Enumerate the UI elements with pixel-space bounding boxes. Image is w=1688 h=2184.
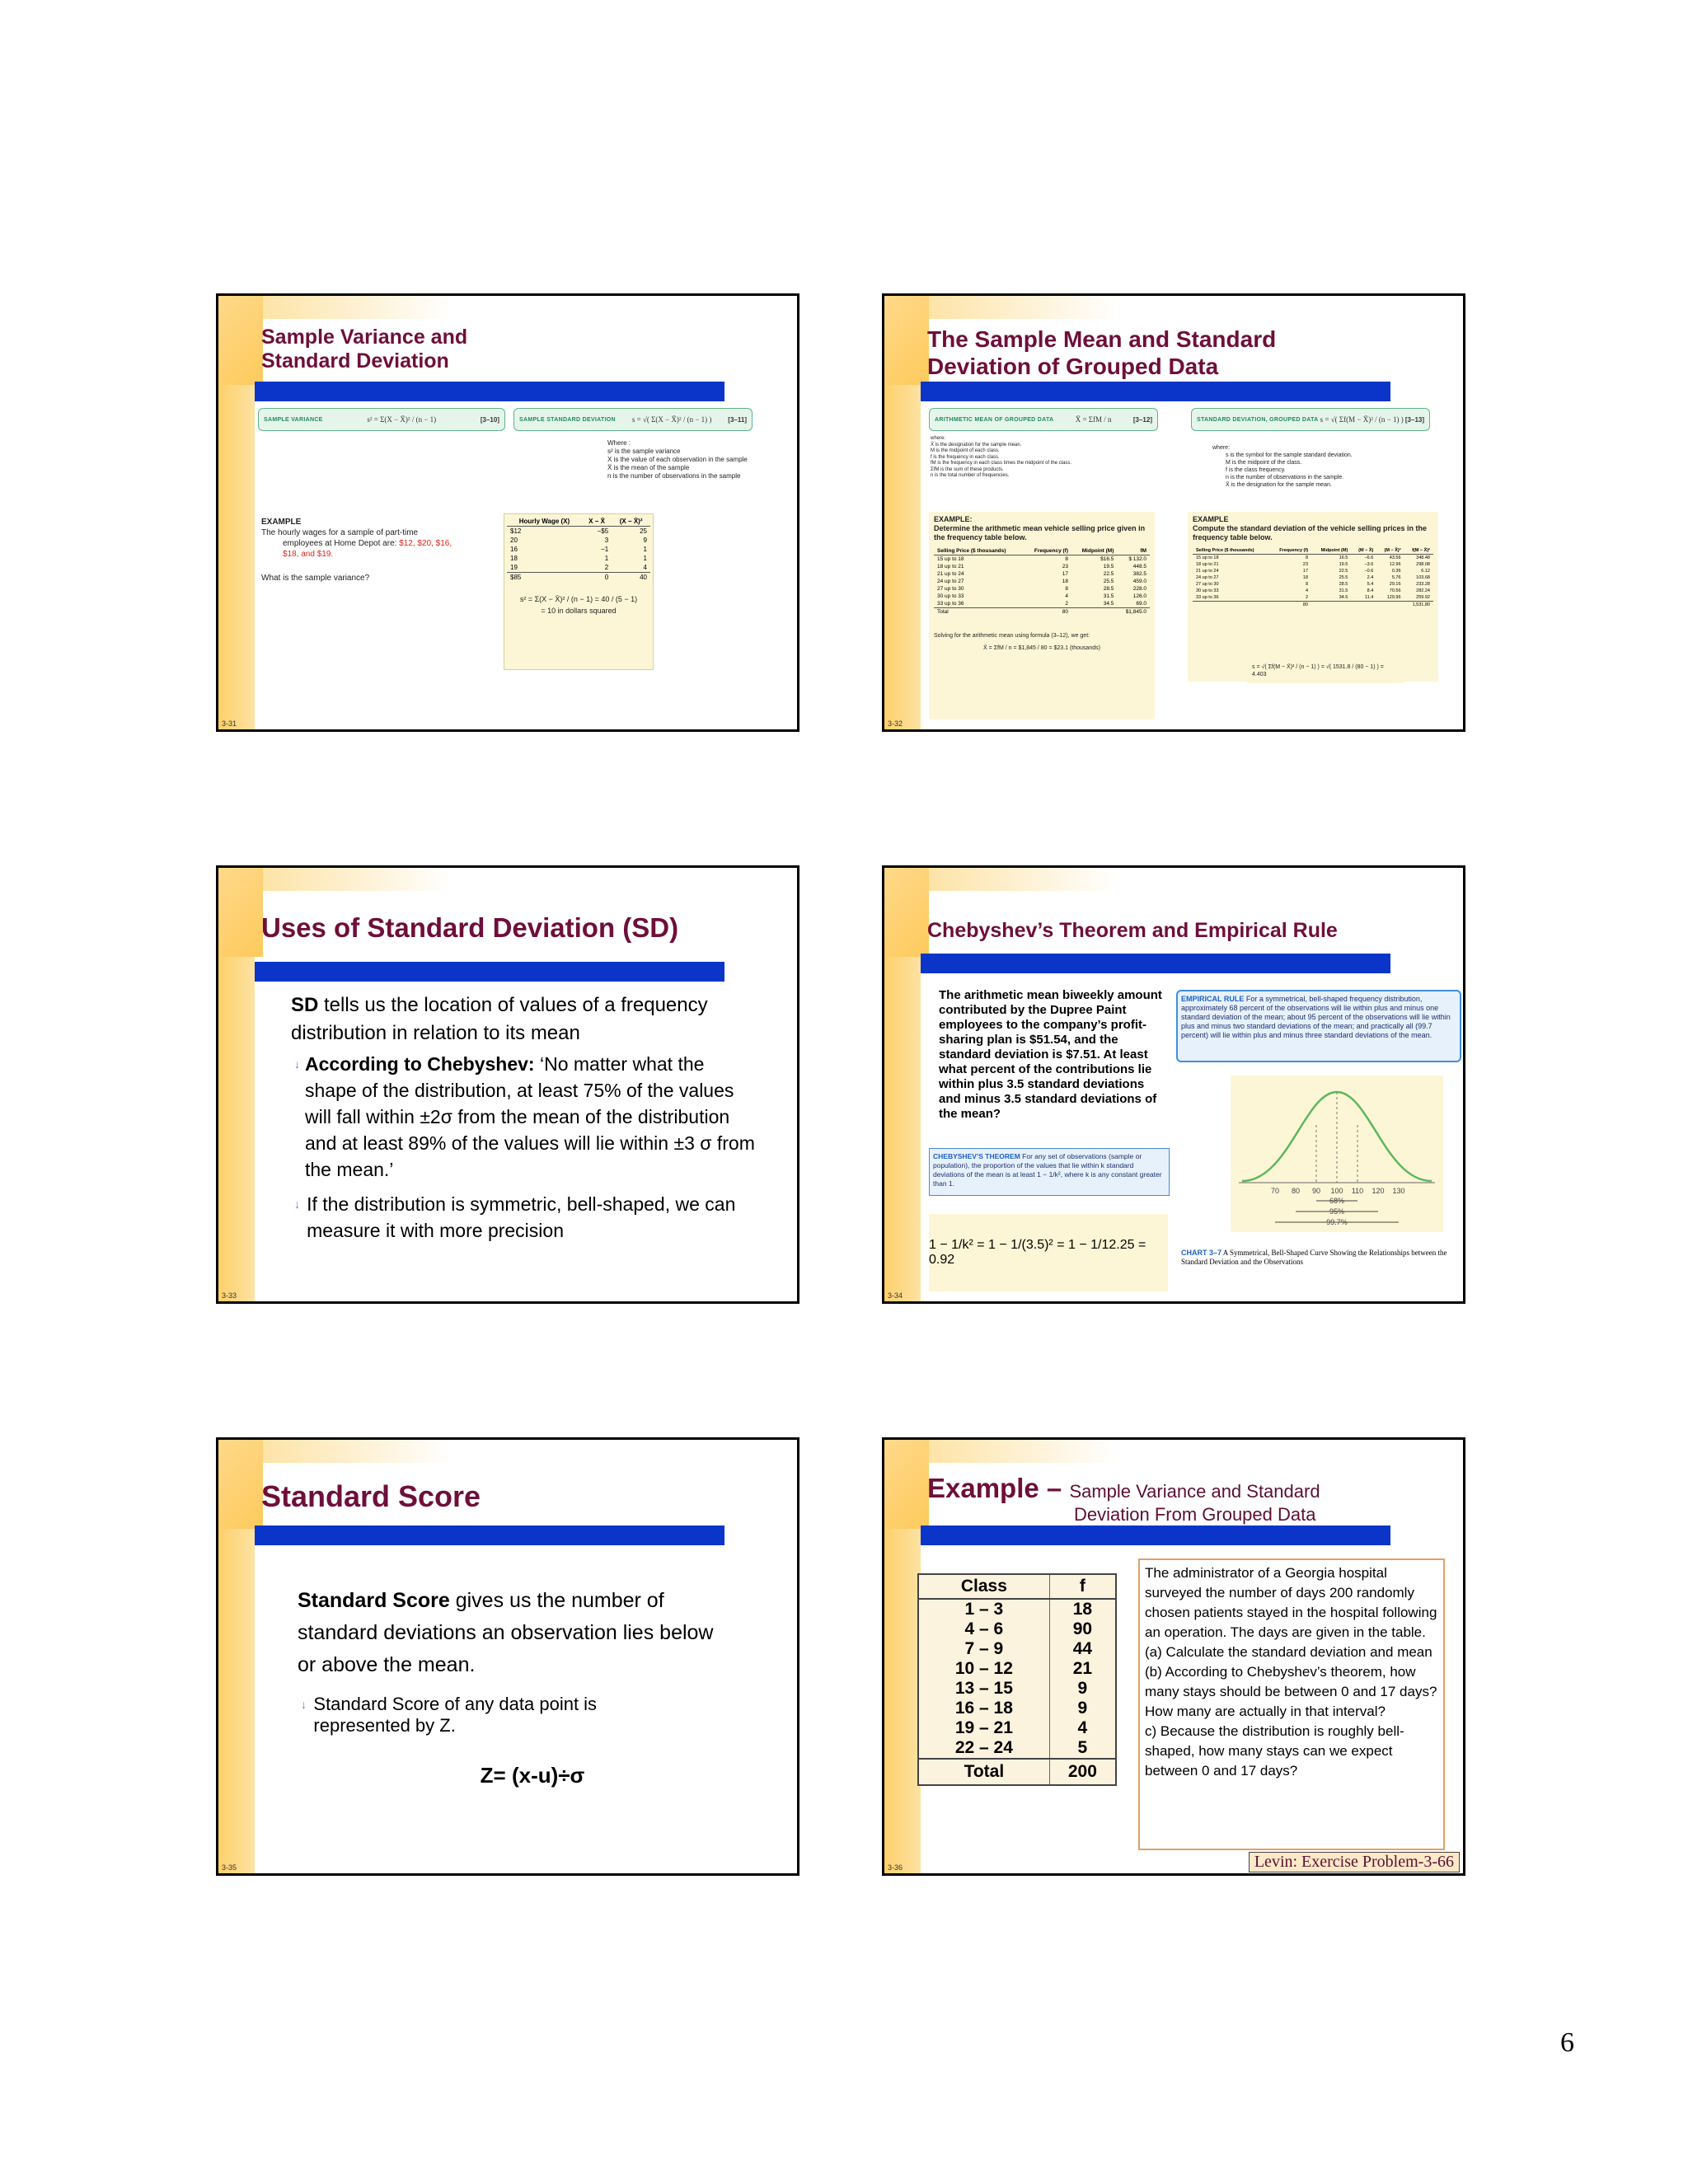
axis-tick-label: 120	[1372, 1187, 1385, 1195]
slide-title: The Sample Mean and Standard Deviation of Grouped Data	[927, 326, 1277, 379]
arrow-bullet-icon: ↓	[294, 1197, 300, 1211]
page-number: 6	[1560, 2027, 1574, 2058]
table-row: 24 up to 27 18 25.5 459.0	[937, 579, 1146, 584]
source-citation: Levin: Exercise Problem-3-66	[1249, 1852, 1460, 1872]
table-row: 27 up to 30 8 28.5 228.0	[937, 586, 1146, 592]
table-row: 24 up to 27 18 25.5 2.4 5.76 103.68	[1196, 575, 1430, 580]
grouped-mean-example: EXAMPLE: Determine the arithmetic mean vehicle selling price given in the frequency table below. Selling Price ($ thousands) Frequency (f) Midpoint (M) fM 15 up to 18 8 $16.5 $ 132.0 18 up to 21 23 19.5 448.5 21 up to 24 17 22.5 382.5 24 up to 27 18 25.5 459.0 27 up to 30 8 28.5 228.0 30 up to 33 4 31.5 126.0 33 up to 36 2 34.5 69.0 Total 80 $1,845.0 Solving for the arithmetic mean using formula (3–12), we get: X̄ = ΣfM / n = $1,845 / 80 = $23.1 (thousands)	[929, 512, 1155, 719]
table-row: 10 – 12 21	[919, 1659, 1115, 1679]
table-row: 15 up to 18 8 $16.5 $ 132.0	[937, 556, 1146, 562]
bell-curve-chart	[1231, 1076, 1443, 1232]
axis-tick-label: 130	[1392, 1187, 1405, 1195]
slide-title: Uses of Standard Deviation (SD)	[261, 912, 679, 943]
table-row: 16 – 18 9	[919, 1699, 1115, 1718]
chebyshev-question: The arithmetic mean biweekly amount contributed by the Dupree Paint employees to the company’s profit-sharing plan is $51.54, and the standard deviation is $7.51. At least what percent of the contributions lie within plus 3.5 standard deviations and minus 3.5 standard deviations of the mean?	[939, 988, 1162, 1121]
example-text: EXAMPLE The hourly wages for a sample of part-time employees at Home Depot are: $12, $20, $16, $18, and $19. What is the sample variance?	[261, 518, 452, 583]
standard-score-definition: Standard Score gives us the number of standard deviations an observation lies below or above the mean.	[298, 1589, 714, 1676]
chebyshev-formula: 1 − 1/k² = 1 − 1/(3.5)² = 1 − 1/12.25 = 0.92	[929, 1214, 1168, 1291]
table-row: 18 up to 21 23 19.5 −3.6 12.96 298.08	[1196, 562, 1430, 567]
table-row: 4 – 6 90	[919, 1619, 1115, 1639]
table-row: 18 up to 21 23 19.5 448.5	[937, 564, 1146, 569]
grouped-sd-result: s = √( Σf(M − X̄)² / (n − 1) ) = √( 1531.8 / (80 − 1) ) = 4.403	[1247, 658, 1404, 683]
where-definitions-left: where: X̄ is the designation for the sample mean. M is the midpoint of each class. f is the frequency in each class. fM is the frequency in each class times the midpoint of the class. ΣfM is the sum of these products. n is the total number of frequencies.	[931, 436, 1072, 478]
slide-number: 3-34	[888, 1291, 903, 1300]
table-total-row: $85 0 40	[510, 574, 647, 581]
title-underline	[921, 1526, 1390, 1545]
table-row: 13 – 15 9	[919, 1679, 1115, 1699]
slide-number: 3-32	[888, 719, 903, 728]
table-row: 16 −1 1	[510, 546, 647, 553]
slide-number: 3-36	[888, 1863, 903, 1872]
chebyshev-theorem-box: CHEBYSHEV’S THEOREM For any set of observations (sample or population), the proportion of the values that lie within k standard deviations of the mean is at least 1 − 1/k², where k is any constant greater than 1.	[929, 1148, 1170, 1196]
chebyshev-bullet: ↓ According to Chebyshev: ‘No matter what the shape of the distribution, at least 75% of the values will fall within ±2σ from the mean of the distribution and at least 89% of the values will lie within ±3 σ from the mean.’	[294, 1051, 756, 1183]
arrow-bullet-icon: ↓	[301, 1698, 307, 1711]
sample-variance-formula-box: SAMPLE VARIANCE s² = Σ(X − X̄)² / (n − 1) [3–10]	[258, 408, 505, 431]
table-row: 7 – 9 44	[919, 1639, 1115, 1659]
table-row: 1 – 3 18	[919, 1599, 1115, 1619]
slide-title: Standard Score	[261, 1479, 481, 1513]
pct-997-label: 99.7%	[1326, 1218, 1348, 1226]
axis-tick-label: 70	[1270, 1187, 1280, 1195]
slide-number: 3-35	[222, 1863, 237, 1872]
title-underline	[255, 962, 724, 982]
title-underline	[255, 382, 724, 401]
title-underline	[921, 954, 1390, 973]
pct-95-label: 95%	[1329, 1207, 1345, 1216]
table-row: 20 3 9	[510, 537, 647, 544]
table-row: 19 2 4	[507, 563, 650, 573]
slide-title: Sample Variance and Standard Deviation	[261, 326, 468, 373]
problem-statement: The administrator of a Georgia hospital surveyed the number of days 200 randomly chosen patients stayed in the hospital following an operation. The days are given in the table. (a) Calculate the standard deviation and mean (b) According to Chebyshev’s theorem, how many stays should be between 0 and 17 days? How many are actually in that interval? c) Because the distribution is roughly bell-shaped, how many stays can we expect between 0 and 17 days?	[1138, 1558, 1445, 1850]
sample-sd-formula-box: SAMPLE STANDARD DEVIATION s = √( Σ(X − X̄)² / (n − 1) ) [3–11]	[513, 408, 753, 431]
slide-title: Example – Sample Variance and Standard Deviation From Grouped Data	[927, 1473, 1320, 1525]
where-definitions: Where : s² is the sample variance X is the value of each observation in the sample X̄ is the mean of the sample n is the number of observations in the sample	[607, 439, 748, 480]
table-row: 30 up to 33 4 31.5 126.0	[937, 593, 1146, 599]
slide-3-35	[216, 1437, 799, 1876]
table-row: 33 up to 36 2 34.5 69.0	[934, 600, 1150, 608]
table-total-row: 80 1,531.80	[1302, 602, 1430, 607]
empirical-rule-box: EMPIRICAL RULE For a symmetrical, bell-shaped frequency distribution, approximately 68 percent of the observations will lie within plus and minus one standard deviation of the mean; about 95 percent of the observations will lie within plus and minus two standard deviations of the mean; and practically all (99.7 percent) will lie within plus and minus three standard deviations of the mean.	[1176, 990, 1461, 1062]
table-row: $12 −$5 25	[510, 527, 647, 535]
sd-intro: SD tells us the location of values of a frequency distribution in relation to its mean	[291, 994, 708, 1044]
table-row: 21 up to 24 17 22.5 382.5	[937, 571, 1146, 577]
axis-tick-label: 100	[1330, 1187, 1343, 1195]
axis-tick-label: 90	[1311, 1187, 1321, 1195]
axis-tick-label: 80	[1291, 1187, 1301, 1195]
slide-3-32	[882, 293, 1465, 732]
bell-curve-figure	[1231, 1076, 1443, 1232]
table-row: 33 up to 36 2 34.5 11.4 129.96 259.92	[1193, 594, 1433, 602]
z-score-formula: Z= (x-u)÷σ	[480, 1763, 585, 1788]
slide-3-34	[882, 865, 1465, 1304]
standard-score-bullet: ↓ Standard Score of any data point is represented by Z.	[301, 1694, 598, 1736]
table-row: 30 up to 33 4 31.5 8.4 70.56 282.24	[1196, 588, 1430, 593]
symmetric-bullet: ↓ If the distribution is symmetric, bell-shaped, we can measure it with more precision	[294, 1191, 756, 1244]
arrow-bullet-icon: ↓	[294, 1057, 300, 1071]
slide-3-36	[882, 1437, 1465, 1876]
axis-tick-label: 110	[1351, 1187, 1364, 1195]
slide-number: 3-31	[222, 719, 237, 728]
where-definitions-right: where: s is the symbol for the sample standard deviation. M is the midpoint of the class. f is the class frequency. n is the number of observations in the sample. X̄ is the designation for the sample mean.	[1212, 445, 1353, 488]
slide-3-31	[216, 293, 799, 732]
class-frequency-table: Class f 1 – 3 18 4 – 6 90 7 – 9 44 10 – 12 21 13 – 15 9 16 – 18 9 19 – 21 4 22 – 24 5 Total 200	[917, 1573, 1117, 1786]
table-total-row: Total 200	[919, 1759, 1115, 1784]
title-underline	[255, 1526, 724, 1545]
table-row: 19 – 21 4	[919, 1718, 1115, 1738]
table-row: 21 up to 24 17 22.5 −0.6 0.36 6.12	[1196, 569, 1430, 574]
grouped-sd-formula-box: STANDARD DEVIATION, GROUPED DATA s = √( Σf(M − X̄)² / (n − 1) ) [3–13]	[1191, 408, 1430, 431]
pct-68-label: 68%	[1329, 1197, 1345, 1205]
grouped-mean-result: X̄ = ΣfM / n = $1,845 / 80 = $23.1 (thousands)	[983, 645, 1100, 651]
title-underline	[921, 382, 1390, 401]
vehicle-sd-table: Selling Price ($ thousands) Frequency (f) Midpoint (M) (M − X̄) (M − X̄)² f(M − X̄)² 15 up to 18 8 16.5 −6.6 43.56 348.48 18 up to 21 23 19.5 −3.6 12.96 298.08 21 up to 24 17 22.5 −0.6 0.36 6.12 24 up to 27 18 25.5 2.4 5.76 103.68 27 up to 30 8 28.5 5.4 29.16 233.28 30 up to 33 4 31.5 8.4 70.56 282.24 33 up to 36 2 34.5 11.4 129.96 259.92 80 1,531.80	[1193, 547, 1433, 608]
table-row: 27 up to 30 8 28.5 5.4 29.16 233.28	[1196, 582, 1430, 587]
grouped-sd-example: EXAMPLE Compute the standard deviation of the vehicle selling prices in the frequency table below. Selling Price ($ thousands) Frequency (f) Midpoint (M) (M − X̄) (M − X̄)² f(M − X̄)² 15 up to 18 8 16.5 −6.6 43.56 348.48 18 up to 21 23 19.5 −3.6 12.96 298.08 21 up to 24 17 22.5 −0.6 0.36 6.12 24 up to 27 18 25.5 2.4 5.76 103.68 27 up to 30 8 28.5 5.4 29.16 233.28 30 up to 33 4 31.5 8.4 70.56 282.24 33 up to 36 2 34.5 11.4 129.96 259.92 80 1,531.80	[1188, 512, 1438, 682]
table-total-row: Total 80 $1,845.0	[937, 609, 1146, 615]
grouped-mean-formula-box: ARITHMETIC MEAN OF GROUPED DATA X̄ = ΣfM / n [3–12]	[929, 408, 1158, 431]
slide-number: 3-33	[222, 1291, 237, 1300]
vehicle-price-table: Selling Price ($ thousands) Frequency (f) Midpoint (M) fM 15 up to 18 8 $16.5 $ 132.0 18 up to 21 23 19.5 448.5 21 up to 24 17 22.5 382.5 24 up to 27 18 25.5 459.0 27 up to 30 8 28.5 228.0 30 up to 33 4 31.5 126.0 33 up to 36 2 34.5 69.0 Total 80 $1,845.0	[934, 547, 1150, 616]
table-row: 18 1 1	[510, 555, 647, 562]
variance-worked-table	[504, 513, 654, 670]
variance-calculation: s² = Σ(X − X̄)² / (n − 1) = 40 / (5 − 1) = 10 in dollars squared	[519, 595, 638, 615]
slide-3-33	[216, 865, 799, 1304]
hourly-wage-table: Hourly Wage (X) X − X̄ (X − X̄)² $12 −$5 25 20 3 9 16 −1 1 18 1 1 19 2 4 $85 0 40	[507, 517, 650, 582]
slide-title: Chebyshev’s Theorem and Empirical Rule	[927, 919, 1338, 942]
table-row: 22 – 24 5	[919, 1738, 1115, 1759]
table-row: 15 up to 18 8 16.5 −6.6 43.56 348.48	[1196, 555, 1430, 560]
chart-caption: CHART 3–7 A Symmetrical, Bell-Shaped Curve Showing the Relationships between the Standard Deviation and the Observations	[1181, 1249, 1447, 1266]
